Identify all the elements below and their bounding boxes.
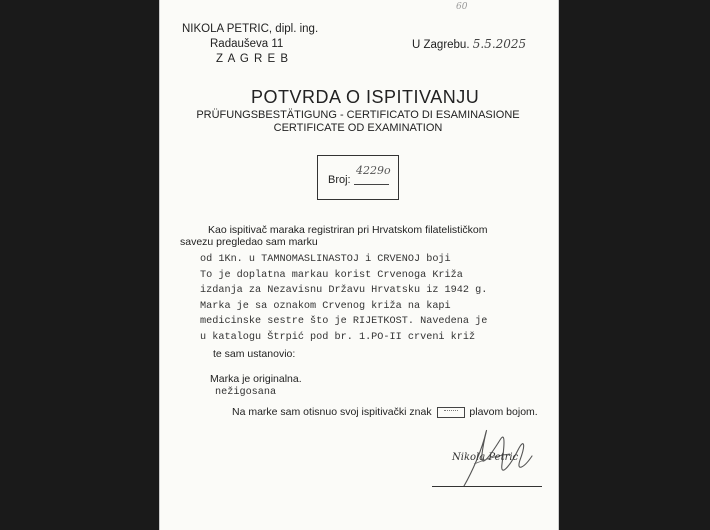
stamp-placeholder-box <box>437 407 465 418</box>
typed-line: izdanja za Nezavisnu Državu Hrvatsku iz 1942 g. <box>200 285 488 296</box>
sender-name: NIKOLA PETRIC, dipl. ing. <box>182 23 319 35</box>
finding-text: Marka je originalna. <box>210 373 302 385</box>
stamp-note-after: plavom bojom. <box>469 406 538 418</box>
place-date <box>412 37 526 51</box>
sender-block <box>182 22 318 67</box>
stamp-note <box>232 406 538 419</box>
corner-mark: 60 <box>456 2 468 12</box>
subtitle-block <box>193 109 523 135</box>
typed-line: medicinske sestre što je RIJETKOST. Navedena je <box>200 316 488 327</box>
typed-line: od 1Kn. u TAMNOMASLINASTOJ i CRVENOJ boji <box>200 254 451 265</box>
number-label: Broj: <box>328 174 351 186</box>
sender-city: Z A G R E B <box>216 53 289 65</box>
typed-line: u katalogu Štrpić pod br. 1.PO-II crveni križ <box>200 331 476 343</box>
date-handwritten: 5.5.2025 <box>472 37 527 51</box>
intro-line-1: Kao ispitivač maraka registriran pri Hrvatskom filatelističkom <box>208 224 488 236</box>
intro-line-2: savezu pregledao sam marku <box>180 236 318 248</box>
number-box <box>317 155 399 200</box>
established-text: te sam ustanovio: <box>213 348 296 360</box>
typed-line: To je doplatna markau korist Crvenoga Križa <box>200 269 463 281</box>
stamp-note-before: Na marke sam otisnuo svoj ispitivački znak <box>232 406 432 418</box>
number-underline <box>354 184 389 185</box>
subtitle-line-1: PRÜFUNGSBESTÄTIGUNG - CERTIFICATO DI ESAMINASIONE <box>196 109 520 121</box>
document-title: POTVRDA O ISPITIVANJU <box>251 87 480 107</box>
typed-line: Marka je sa oznakom Crvenog križa na kapi <box>200 300 451 312</box>
sender-street: Radauševa 11 <box>210 38 284 50</box>
certificate-paper <box>160 0 558 530</box>
signature-name: Nikola Petric <box>452 452 519 463</box>
finding-typed: nežigosana <box>215 387 277 398</box>
number-value: 4229o <box>356 164 391 177</box>
place-label: U Zagrebu. <box>412 39 470 51</box>
typed-description <box>200 252 487 345</box>
signature-line <box>432 486 542 487</box>
subtitle-line-2: CERTIFICATE OD EXAMINATION <box>273 122 443 134</box>
